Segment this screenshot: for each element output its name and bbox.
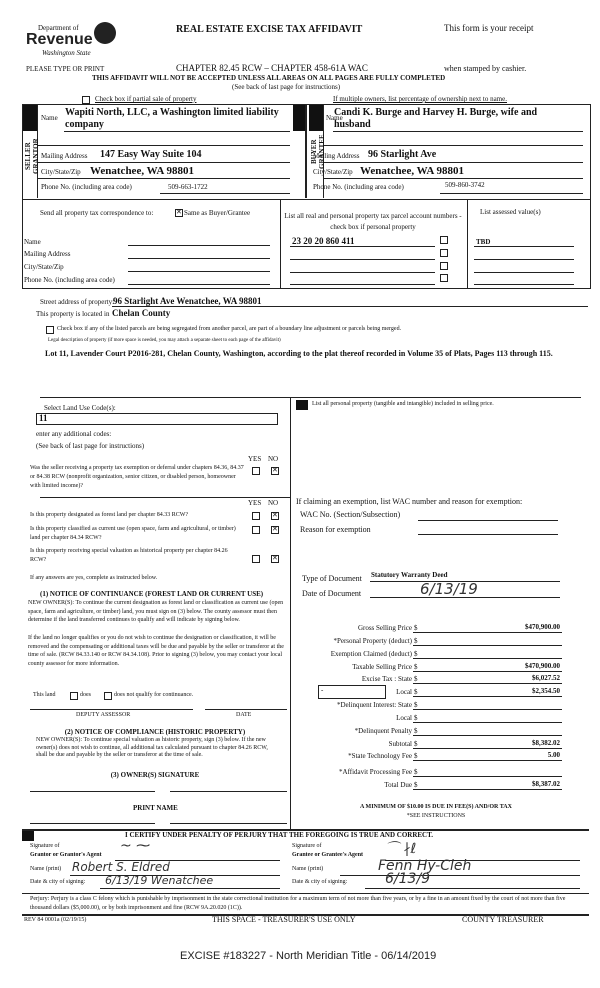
question-4: Is this property receiving special valuation as historical property per chapter 84.26 RCW? <box>30 548 228 563</box>
print-name-1[interactable] <box>30 823 155 824</box>
does-not-checkbox[interactable] <box>104 692 112 700</box>
buyer-mailing-label-visible: Mailing Address <box>313 152 360 160</box>
buyer-side-label: BUYER GRANTEE <box>310 134 326 170</box>
tax-value-taxable[interactable]: $470,900.00 <box>525 662 560 670</box>
county-field[interactable]: Chelan County <box>112 308 171 318</box>
excise-stamp: EXCISE #183227 - North Meridian Title - 06/14/2019 <box>180 950 437 962</box>
land-use-see-back: (See back of last page for instructions) <box>36 442 145 450</box>
chapter-line: CHAPTER 82.45 RCW – CHAPTER 458-61A WAC <box>176 63 368 73</box>
buyer-city-field[interactable]: Wenatchee, WA 98801 <box>360 165 464 177</box>
does-label: does <box>80 692 91 698</box>
doc-type-label: Type of Document <box>302 574 362 583</box>
deputy-assessor-signature[interactable] <box>30 709 193 710</box>
logo-mark-icon <box>94 22 116 44</box>
wac-label: WAC No. (Section/Subsection) <box>300 510 401 519</box>
tax-label-taxable: Taxable Selling Price <box>352 663 412 671</box>
corr-phone-field[interactable] <box>128 284 270 285</box>
tax-label-processing-fee: *Affidavit Processing Fee <box>339 768 412 776</box>
grantee-date-label: Date & city of signing: <box>292 879 348 885</box>
legal-description[interactable]: Lot 11, Lavender Court P2016-281, Chelan County, Washington, according to the plat thereof recorded in Volume 35 of Plats, Pages 113 through 115. <box>45 349 553 358</box>
receipt-note: This form is your receipt <box>444 23 534 33</box>
does-not-label: does not qualify for continuance. <box>114 692 194 698</box>
yes-header-2: YES <box>248 499 262 507</box>
treasurer-use: THIS SPACE - TREASURER'S USE ONLY <box>212 915 356 924</box>
seller-phone-label: Phone No. (including area code) <box>41 183 132 191</box>
see-back: (See back of last page for instructions) <box>232 83 341 91</box>
segregated-checkbox[interactable] <box>46 326 54 334</box>
see-instructions: *SEE INSTRUCTIONS <box>406 813 466 819</box>
dollar-sign: $ <box>414 688 418 696</box>
dollar-sign: $ <box>414 781 418 789</box>
no-header-2: NO <box>268 499 279 507</box>
personal-property-label: List all personal property (tangible and intangible) included in selling price. <box>312 401 494 407</box>
q1-no-checkbox[interactable] <box>271 467 279 475</box>
parcel-personal-checkbox-1[interactable] <box>440 249 448 257</box>
minimum-note: A MINIMUM OF $10.00 IS DUE IN FEE(S) AND/OR TAX <box>360 804 512 810</box>
q3-no-checkbox[interactable] <box>271 526 279 534</box>
tax-value-subtotal[interactable]: $8,382.02 <box>532 739 560 747</box>
certify-black-tab <box>22 831 34 841</box>
logo-line3: Washington State <box>42 49 91 57</box>
exemption-label: If claiming an exemption, list WAC number and reason for exemption: <box>296 497 523 506</box>
q4-yes-checkbox[interactable] <box>252 555 260 563</box>
q1-yes-checkbox[interactable] <box>252 467 260 475</box>
tax-label-penalty: *Delinquent Penalty <box>354 727 412 735</box>
assessed-value-2[interactable] <box>474 272 574 273</box>
parcel-number-2[interactable] <box>290 272 435 273</box>
deputy-assessor-label: DEPUTY ASSESSOR <box>76 712 131 718</box>
buyer-phone-field[interactable]: 509-860-3742 <box>445 181 485 189</box>
owner-signature-title: (3) OWNER(S) SIGNATURE <box>110 771 200 779</box>
certify-title: I CERTIFY UNDER PENALTY OF PERJURY THAT THE FOREGOING IS TRUE AND CORRECT. <box>125 831 434 839</box>
tax-value-tech-fee[interactable]: 5.00 <box>547 751 560 759</box>
dollar-sign: $ <box>414 650 418 658</box>
doc-date-field[interactable]: 6/13/19 <box>420 580 478 598</box>
receipt-note-2: when stamped by cashier. <box>444 64 527 73</box>
tax-label-total: Total Due <box>384 781 412 789</box>
grantee-date-field[interactable]: 6/13/9 <box>385 871 431 887</box>
dor-logo <box>24 18 114 64</box>
seller-city-label: City/State/Zip <box>41 168 81 176</box>
owner-signature-2[interactable] <box>170 791 287 792</box>
seller-side-label: SELLER GRANTOR <box>24 138 40 174</box>
same-as-buyer-checkbox[interactable] <box>175 209 183 217</box>
dollar-sign: $ <box>414 740 418 748</box>
print-name-label: PRINT NAME <box>133 804 178 812</box>
grantee-signature[interactable]: ⌒ ∤ℓ <box>385 841 417 857</box>
street-field[interactable]: 96 Starlight Ave Wenatchee, WA 98801 <box>113 296 262 306</box>
corr-mailing-field[interactable] <box>128 258 270 259</box>
grantee-name-field[interactable]: Fenn Hy-Cleh <box>378 858 472 874</box>
notice1-body1: NEW OWNER(S): To continue the current designation as forest land or classification as current use (open space, farm and agriculture, or timber) land, you must sign on (3) below. The county assessor must then determine if the land transferred continues to qualify and will indicate by signing below. <box>28 600 284 623</box>
buyer-black-tab-2 <box>309 105 323 131</box>
same-as-buyer-label: Same as Buyer/Grantee <box>184 209 251 217</box>
parcel-personal-checkbox-2[interactable] <box>440 262 448 270</box>
dollar-sign: $ <box>414 663 418 671</box>
corr-name-label: Name <box>24 238 41 246</box>
seller-mailing-label: Mailing Address <box>41 152 88 160</box>
form-title: REAL ESTATE EXCISE TAX AFFIDAVIT <box>176 24 363 35</box>
grantor-date-field[interactable]: 6/13/19 Wenatchee <box>105 874 214 887</box>
street-label: Street address of property: <box>40 298 115 306</box>
dollar-sign: $ <box>414 637 418 645</box>
corr-phone-label: Phone No. (including area code) <box>24 276 115 284</box>
grantor-signature[interactable]: ~ ⁓ <box>120 838 151 854</box>
buyer-black-tab <box>293 105 305 131</box>
logo-line2: Revenue <box>26 31 93 48</box>
dollar-sign: $ <box>414 624 418 632</box>
land-use-label: Select Land Use Code(s): <box>44 404 116 412</box>
dollar-sign: $ <box>414 714 418 722</box>
correspondence-label: Send all property tax correspondence to: <box>40 209 154 217</box>
grantor-name-field[interactable]: Robert S. Eldred <box>72 860 170 874</box>
assessed-header: List assessed value(s) <box>480 208 541 216</box>
please-type: PLEASE TYPE OR PRINT <box>26 65 105 73</box>
seller-phone-field[interactable]: 509-663-1722 <box>168 183 208 191</box>
tax-value-delinquent-local[interactable] <box>413 722 562 723</box>
seller-name-label: Name <box>41 114 58 122</box>
no-header-1: NO <box>268 455 279 463</box>
question-1: Was the seller receiving a property tax exemption or deferral under chapters 84.36, 84.37 or 84.38 RCW (nonprofit organization, senior citizen, or disabled person, homeowner with limited income)? <box>30 465 244 489</box>
corr-mailing-label: Mailing Address <box>24 250 71 258</box>
dollar-sign: $ <box>414 727 418 735</box>
tax-label-delinquent-state: *Delinquent Interest: State <box>336 701 412 709</box>
assessor-date-field[interactable] <box>205 709 287 710</box>
notice2-body: NEW OWNER(S): To continue special valuation as historic property, sign (3) below. If the new owner(s) does not wish to continue, all additional tax calculated pursuant to chapter 84.26 RCW, shall be due and payable by the seller or transferor at the time of sale. <box>36 737 268 758</box>
parcel-personal-checkbox-0[interactable] <box>440 236 448 244</box>
tax-label-delinquent-local: Local <box>396 714 412 722</box>
land-use-code-input[interactable] <box>36 413 278 425</box>
buyer-city-label: City/State/Zip <box>313 168 353 176</box>
local-rate-value: - <box>321 686 324 694</box>
question-3: Is this property classified as current use (open space, farm and agricultural, or timber) land per chapter 84.34 RCW? <box>30 526 236 541</box>
parcel-personal-checkbox-3[interactable] <box>440 274 448 282</box>
grantee-sig-label1: Signature of <box>292 843 322 849</box>
buyer-name-field[interactable]: Candi K. Burge and Harvey H. Burge, wife and husband <box>334 107 538 130</box>
question-2: Is this property designated as forest land per chapter 84.33 RCW? <box>30 512 189 518</box>
q3-yes-checkbox[interactable] <box>252 526 260 534</box>
this-land-label: This land <box>33 692 56 698</box>
if-yes-note: If any answers are yes, complete as instructed below. <box>30 575 158 581</box>
wac-field[interactable] <box>418 520 558 521</box>
local-rate-box[interactable] <box>318 685 386 699</box>
q2-yes-checkbox[interactable] <box>252 512 260 520</box>
land-use-code-value: 11 <box>39 413 48 423</box>
tax-value-total[interactable]: $8,387.02 <box>532 780 560 788</box>
print-name-2[interactable] <box>170 823 287 824</box>
dollar-sign: $ <box>414 701 418 709</box>
q4-no-checkbox[interactable] <box>271 555 279 563</box>
doc-type-field[interactable]: Statutory Warranty Deed <box>371 571 448 579</box>
doc-date-label: Date of Document <box>302 589 362 598</box>
reason-label: Reason for exemption <box>300 525 371 534</box>
parcel-number-0[interactable]: 23 20 20 860 411 <box>292 236 355 246</box>
grantee-sig-label2: Grantee or Grantee's Agent <box>292 852 364 858</box>
tax-label-exemption: Exemption Claimed (deduct) <box>330 650 412 658</box>
partial-sale-label: Check box if partial sale of property <box>95 95 197 103</box>
located-label: This property is located in <box>36 310 110 318</box>
assessed-value-0[interactable]: TBD <box>476 238 491 246</box>
parcels-header: List all real and personal property tax parcel account numbers - check box if personal property <box>284 212 462 231</box>
tax-value-exemption[interactable] <box>413 658 562 659</box>
tax-value-gross[interactable]: $470,900.00 <box>525 623 560 631</box>
additional-codes-label: enter any additional codes: <box>36 430 112 438</box>
county-treasurer: COUNTY TREASURER <box>462 915 544 924</box>
tax-value-penalty[interactable] <box>413 735 562 736</box>
grantee-name-label: Name (print) <box>292 866 324 872</box>
logo-line1: Department of <box>38 24 79 32</box>
reason-field[interactable] <box>418 534 558 535</box>
partial-sale-checkbox[interactable] <box>82 96 90 104</box>
dollar-sign: $ <box>414 752 418 760</box>
q2-no-checkbox[interactable] <box>271 512 279 520</box>
notice2-title: (2) NOTICE OF COMPLIANCE (HISTORIC PROPERTY) <box>64 728 246 736</box>
parcel-number-1[interactable] <box>290 259 435 260</box>
does-checkbox[interactable] <box>70 692 78 700</box>
grantor-date-label: Date & city of signing: <box>30 879 86 885</box>
seller-city-field[interactable]: Wenatchee, WA 98801 <box>90 165 194 177</box>
tax-value-delinquent-state[interactable] <box>413 709 562 710</box>
date-label: DATE <box>236 712 252 718</box>
notice1-body2: If the land no longer qualifies or you do not wish to continue the designation or classification, it will be removed and the compensating or additional taxes will be due and payable by the seller or transferor at the time of sale. (RCW 84.33.140 or RCW 84.34.108). Prior to signing (3) below, you may contact your local county assessor for more information. <box>28 635 284 667</box>
tax-label-local: Local <box>396 688 412 696</box>
legal-label: Legal description of property (if more space is needed, you may attach a separate sheet to each page of the affidavit) <box>48 338 281 343</box>
corr-name-field[interactable] <box>128 245 270 246</box>
perjury-text: Perjury: Perjury is a class C felony which is punishable by imprisonment in the state correctional institution for a maximum term of not more than five years, or by a fine in an amount fixed by the court of not more than five thousand dollars ($5,000.00), or by both imprisonment and fine (RCW 9A.20.020 (1C)). <box>30 896 566 911</box>
warning-line: THIS AFFIDAVIT WILL NOT BE ACCEPTED UNLESS ALL AREAS ON ALL PAGES ARE FULLY COMPLETED <box>92 74 446 82</box>
tax-value-personal[interactable] <box>413 645 562 646</box>
corr-city-field[interactable] <box>128 271 270 272</box>
segregated-label: Check box if any of the listed parcels are being segregated from another parcel, are part of a boundary line adjustment or parcels being merged. <box>57 326 402 332</box>
corr-city-label: City/State/Zip <box>24 263 64 271</box>
notice1-title: (1) NOTICE OF CONTINUANCE (FOREST LAND OR CURRENT USE) <box>40 590 264 598</box>
dollar-sign: $ <box>414 675 418 683</box>
buyer-phone-label: Phone No. (including area code) <box>313 183 404 191</box>
buyer-name-label-visible: Name <box>326 114 343 122</box>
tax-label-gross: Gross Selling Price <box>357 624 412 632</box>
tax-label-tech-fee: *State Technology Fee <box>348 752 412 760</box>
personal-property-black-tab <box>296 400 308 410</box>
dollar-sign: $ <box>414 768 418 776</box>
multiple-owners-note: If multiple owners, list percentage of ownership next to name. <box>333 95 507 103</box>
tax-value-processing-fee[interactable] <box>413 776 562 777</box>
assessed-value-3[interactable] <box>474 284 574 285</box>
grantor-sig-label1: Signature of <box>30 843 60 849</box>
tax-label-subtotal: Subtotal <box>388 740 412 748</box>
form-revision: REV 84 0001a (02/19/15) <box>24 917 87 923</box>
buyer-mailing-field[interactable]: 96 Starlight Ave <box>368 149 437 160</box>
tax-value-state[interactable]: $6,027.52 <box>532 674 560 682</box>
owner-signature-1[interactable] <box>30 791 155 792</box>
grantor-sig-label2: Grantor or Grantor's Agent <box>30 852 102 858</box>
seller-mailing-field[interactable]: 147 Easy Way Suite 104 <box>100 149 202 160</box>
tax-label-state: Excise Tax : State <box>361 675 412 683</box>
assessed-value-1[interactable] <box>474 259 574 260</box>
seller-name-field[interactable]: Wapiti North, LLC, a Washington limited liability company <box>65 107 279 130</box>
seller-black-tab <box>23 105 37 131</box>
yes-header-1: YES <box>248 455 262 463</box>
tax-label-personal: *Personal Property (deduct) <box>333 637 412 645</box>
tax-value-local[interactable]: $2,354.50 <box>532 687 560 695</box>
parcel-number-3[interactable] <box>290 284 435 285</box>
grantor-name-label: Name (print) <box>30 866 62 872</box>
